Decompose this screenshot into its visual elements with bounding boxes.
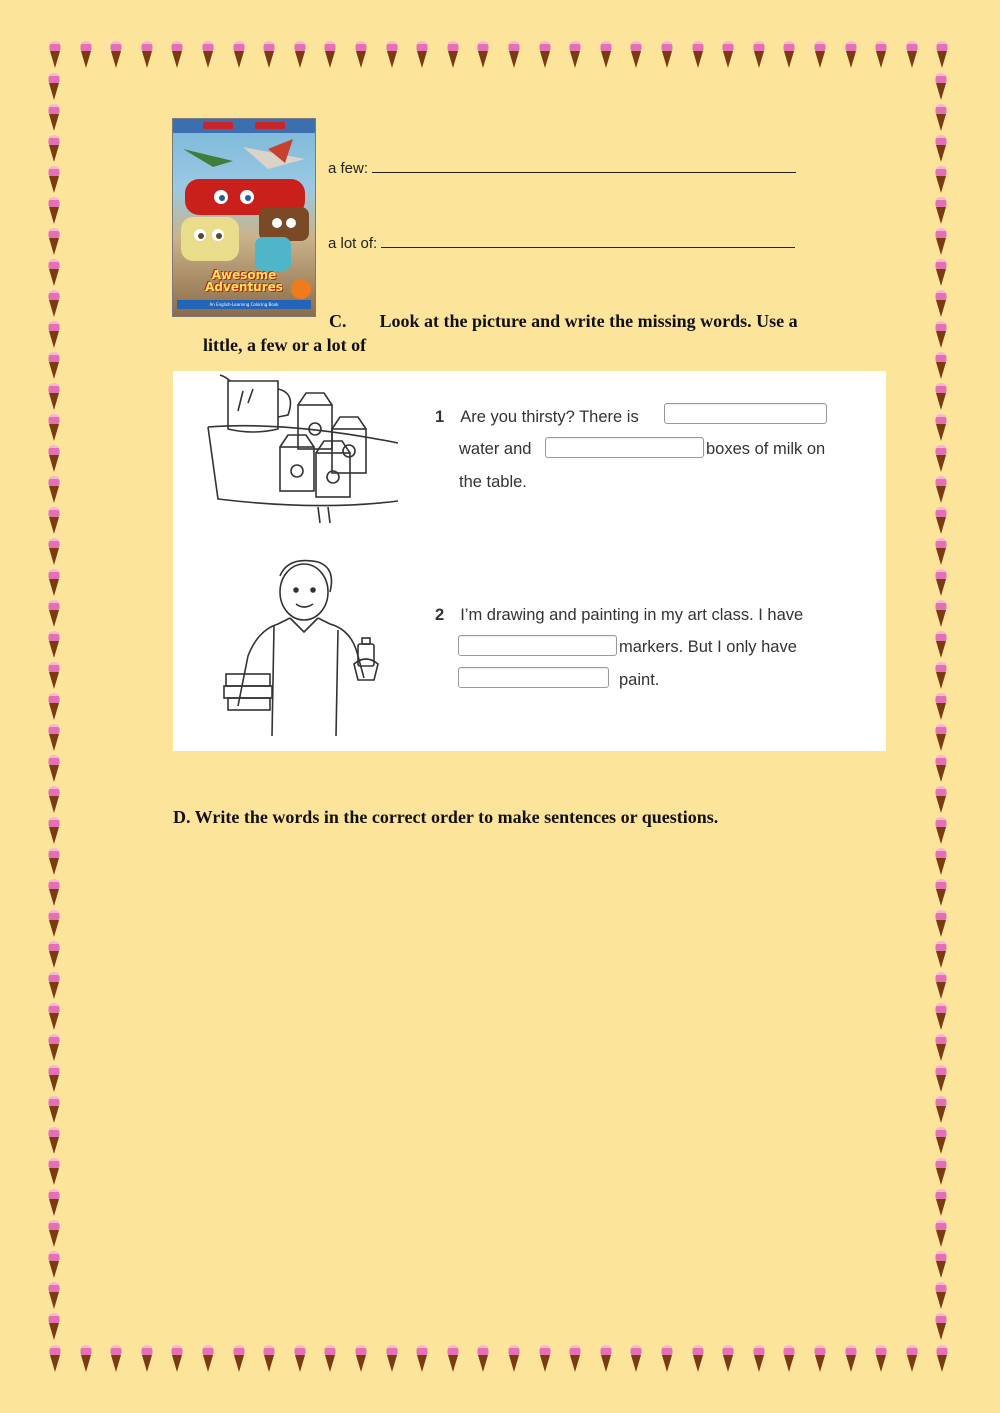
ice-cream-cone-icon bbox=[47, 134, 61, 164]
ice-cream-cone-icon bbox=[47, 630, 61, 660]
ice-cream-cone-icon bbox=[752, 40, 766, 70]
ice-cream-cone-icon bbox=[476, 40, 490, 70]
ice-cream-cone-icon bbox=[47, 320, 61, 350]
ice-cream-cone-icon bbox=[934, 1095, 948, 1125]
ice-cream-cone-icon bbox=[47, 723, 61, 753]
a-few-label: a few: bbox=[328, 160, 373, 177]
item-1-text-2: water and bbox=[459, 440, 532, 458]
ice-cream-cone-icon bbox=[934, 909, 948, 939]
item-2-number: 2 bbox=[435, 606, 445, 624]
ice-cream-cone-icon bbox=[47, 878, 61, 908]
ice-cream-cone-icon bbox=[293, 1344, 307, 1374]
ice-cream-cone-icon bbox=[47, 506, 61, 536]
ice-cream-cone-icon bbox=[934, 413, 948, 443]
ice-cream-cone-icon bbox=[934, 196, 948, 226]
ice-cream-cone-icon bbox=[721, 1344, 735, 1374]
ice-cream-cone-icon bbox=[47, 475, 61, 505]
ice-cream-cone-icon bbox=[47, 1219, 61, 1249]
item-1-text-3: boxes of milk on bbox=[706, 440, 826, 458]
ice-cream-cone-icon bbox=[721, 40, 735, 70]
ice-cream-cone-icon bbox=[47, 1250, 61, 1280]
ice-cream-cone-icon bbox=[47, 599, 61, 629]
item-1-text-4: the table. bbox=[459, 473, 527, 491]
ice-cream-cone-icon bbox=[691, 40, 705, 70]
ice-cream-cone-icon bbox=[874, 1344, 888, 1374]
ice-cream-cone-icon bbox=[47, 1281, 61, 1311]
ice-cream-cone-icon bbox=[934, 1250, 948, 1280]
ice-cream-cone-icon bbox=[813, 1344, 827, 1374]
ice-cream-cone-icon bbox=[385, 40, 399, 70]
ice-cream-cone-icon bbox=[47, 289, 61, 319]
ice-cream-cone-icon bbox=[262, 40, 276, 70]
ice-cream-cone-icon bbox=[47, 785, 61, 815]
item-1-blank-2-input[interactable] bbox=[545, 437, 704, 458]
section-c-heading-line1 bbox=[329, 309, 798, 333]
item-2-blank-1-input[interactable] bbox=[458, 635, 617, 656]
ice-cream-cone-icon bbox=[47, 1188, 61, 1218]
ice-cream-cone-icon bbox=[507, 1344, 521, 1374]
item-1-line-1 bbox=[435, 408, 639, 427]
ice-cream-cone-icon bbox=[934, 692, 948, 722]
ice-cream-cone-icon bbox=[47, 847, 61, 877]
ice-cream-cone-icon bbox=[109, 40, 123, 70]
item-1-number: 1 bbox=[435, 408, 445, 426]
ice-cream-cone-icon bbox=[934, 1188, 948, 1218]
a-lot-of-label: a lot of: bbox=[328, 235, 382, 252]
ice-cream-cone-icon bbox=[568, 40, 582, 70]
ice-cream-cone-icon bbox=[752, 1344, 766, 1374]
ice-cream-cone-icon bbox=[934, 72, 948, 102]
ice-cream-cone-icon bbox=[934, 661, 948, 691]
ice-cream-cone-icon bbox=[934, 1219, 948, 1249]
ice-cream-cone-icon bbox=[934, 258, 948, 288]
a-lot-of-line bbox=[328, 233, 795, 252]
ice-cream-cone-icon bbox=[415, 1344, 429, 1374]
ice-cream-cone-icon bbox=[660, 40, 674, 70]
ice-cream-cone-icon bbox=[385, 1344, 399, 1374]
ice-cream-cone-icon bbox=[140, 1344, 154, 1374]
ice-cream-cone-icon bbox=[934, 568, 948, 598]
cone-border-top bbox=[0, 40, 1000, 74]
ice-cream-cone-icon bbox=[874, 40, 888, 70]
item-1-text-1: Are you thirsty? There is bbox=[460, 408, 639, 426]
ice-cream-cone-icon bbox=[47, 1002, 61, 1032]
item-2-blank-2-input[interactable] bbox=[458, 667, 609, 688]
ice-cream-cone-icon bbox=[232, 40, 246, 70]
ice-cream-cone-icon bbox=[47, 227, 61, 257]
ice-cream-cone-icon bbox=[170, 1344, 184, 1374]
ice-cream-cone-icon bbox=[934, 289, 948, 319]
ice-cream-cone-icon bbox=[201, 40, 215, 70]
ice-cream-cone-icon bbox=[47, 1095, 61, 1125]
item-2-text-1: I’m drawing and painting in my art class. I have bbox=[460, 606, 804, 624]
cover-subtitle: An English-Learning Coloring Book bbox=[177, 300, 311, 309]
ice-cream-cone-icon bbox=[415, 40, 429, 70]
a-few-answer-blank[interactable] bbox=[372, 158, 796, 173]
item-1-blank-1-input[interactable] bbox=[664, 403, 827, 424]
ice-cream-cone-icon bbox=[47, 1126, 61, 1156]
section-c-heading-line2: little, a few or a lot of bbox=[203, 335, 367, 355]
ice-cream-cone-icon bbox=[934, 1312, 948, 1342]
ice-cream-cone-icon bbox=[660, 1344, 674, 1374]
item-2-text-2: markers. But I only have bbox=[619, 638, 797, 656]
ice-cream-cone-icon bbox=[47, 537, 61, 567]
ice-cream-cone-icon bbox=[293, 40, 307, 70]
ice-cream-cone-icon bbox=[446, 40, 460, 70]
ice-cream-cone-icon bbox=[47, 103, 61, 133]
ice-cream-cone-icon bbox=[446, 1344, 460, 1374]
ice-cream-cone-icon bbox=[934, 1281, 948, 1311]
ice-cream-cone-icon bbox=[934, 227, 948, 257]
ice-cream-cone-icon bbox=[354, 40, 368, 70]
ice-cream-cone-icon bbox=[140, 40, 154, 70]
ice-cream-cone-icon bbox=[262, 1344, 276, 1374]
ice-cream-cone-icon bbox=[201, 1344, 215, 1374]
section-d-heading: D. Write the words in the correct order to make sentences or questions. bbox=[173, 807, 719, 827]
ice-cream-cone-icon bbox=[934, 754, 948, 784]
ice-cream-cone-icon bbox=[354, 1344, 368, 1374]
ice-cream-cone-icon bbox=[934, 165, 948, 195]
ice-cream-cone-icon bbox=[47, 1033, 61, 1063]
ice-cream-cone-icon bbox=[538, 1344, 552, 1374]
ice-cream-cone-icon bbox=[782, 40, 796, 70]
ice-cream-cone-icon bbox=[476, 1344, 490, 1374]
ice-cream-cone-icon bbox=[629, 40, 643, 70]
ice-cream-cone-icon bbox=[629, 1344, 643, 1374]
ice-cream-cone-icon bbox=[934, 1157, 948, 1187]
ice-cream-cone-icon bbox=[782, 1344, 796, 1374]
item-2-line-1 bbox=[435, 606, 803, 625]
ice-cream-cone-icon bbox=[934, 537, 948, 567]
ice-cream-cone-icon bbox=[507, 40, 521, 70]
ice-cream-cone-icon bbox=[905, 1344, 919, 1374]
cone-border-right bbox=[934, 0, 968, 1413]
ice-cream-cone-icon bbox=[538, 40, 552, 70]
ice-cream-cone-icon bbox=[47, 568, 61, 598]
ice-cream-cone-icon bbox=[323, 1344, 337, 1374]
ice-cream-cone-icon bbox=[934, 785, 948, 815]
ice-cream-cone-icon bbox=[47, 165, 61, 195]
ice-cream-cone-icon bbox=[934, 506, 948, 536]
ice-cream-cone-icon bbox=[934, 351, 948, 381]
section-c-instruction-1: Look at the picture and write the missing words. Use a bbox=[379, 311, 798, 331]
ice-cream-cone-icon bbox=[232, 1344, 246, 1374]
cone-border-left bbox=[47, 0, 81, 1413]
ice-cream-cone-icon bbox=[47, 1157, 61, 1187]
ice-cream-cone-icon bbox=[934, 444, 948, 474]
ice-cream-cone-icon bbox=[47, 940, 61, 970]
a-lot-of-answer-blank[interactable] bbox=[381, 233, 795, 248]
ice-cream-cone-icon bbox=[599, 40, 613, 70]
ice-cream-cone-icon bbox=[934, 1002, 948, 1032]
ice-cream-cone-icon bbox=[47, 1312, 61, 1342]
jug-and-milk-boxes-illustration bbox=[198, 371, 408, 531]
ice-cream-cone-icon bbox=[934, 134, 948, 164]
ice-cream-cone-icon bbox=[934, 940, 948, 970]
ice-cream-cone-icon bbox=[47, 196, 61, 226]
ice-cream-cone-icon bbox=[47, 754, 61, 784]
ice-cream-cone-icon bbox=[934, 878, 948, 908]
ice-cream-cone-icon bbox=[934, 1064, 948, 1094]
ice-cream-cone-icon bbox=[934, 630, 948, 660]
exercise-panel bbox=[173, 371, 886, 751]
boy-with-markers-and-paint-illustration bbox=[218, 556, 398, 746]
cone-border-bottom bbox=[0, 1344, 1000, 1378]
ice-cream-cone-icon bbox=[934, 723, 948, 753]
ice-cream-cone-icon bbox=[47, 72, 61, 102]
ice-cream-cone-icon bbox=[934, 1126, 948, 1156]
cars-book-cover-image bbox=[172, 118, 316, 317]
ice-cream-cone-icon bbox=[934, 1033, 948, 1063]
ice-cream-cone-icon bbox=[47, 258, 61, 288]
ice-cream-cone-icon bbox=[934, 320, 948, 350]
ice-cream-cone-icon bbox=[323, 40, 337, 70]
ice-cream-cone-icon bbox=[934, 847, 948, 877]
ice-cream-cone-icon bbox=[47, 413, 61, 443]
cover-title: Awesome Adventures bbox=[205, 268, 283, 294]
ice-cream-cone-icon bbox=[934, 382, 948, 412]
ice-cream-cone-icon bbox=[47, 1064, 61, 1094]
ice-cream-cone-icon bbox=[934, 103, 948, 133]
ice-cream-cone-icon bbox=[47, 444, 61, 474]
ice-cream-cone-icon bbox=[813, 40, 827, 70]
ice-cream-cone-icon bbox=[934, 599, 948, 629]
a-few-line bbox=[328, 158, 796, 177]
ice-cream-cone-icon bbox=[905, 40, 919, 70]
ice-cream-cone-icon bbox=[47, 351, 61, 381]
ice-cream-cone-icon bbox=[599, 1344, 613, 1374]
ice-cream-cone-icon bbox=[47, 692, 61, 722]
ice-cream-cone-icon bbox=[47, 816, 61, 846]
ice-cream-cone-icon bbox=[844, 1344, 858, 1374]
ice-cream-cone-icon bbox=[109, 1344, 123, 1374]
ice-cream-cone-icon bbox=[844, 40, 858, 70]
ice-cream-cone-icon bbox=[934, 816, 948, 846]
ice-cream-cone-icon bbox=[47, 382, 61, 412]
ice-cream-cone-icon bbox=[934, 475, 948, 505]
ice-cream-cone-icon bbox=[170, 40, 184, 70]
ice-cream-cone-icon bbox=[47, 971, 61, 1001]
ice-cream-cone-icon bbox=[934, 971, 948, 1001]
ice-cream-cone-icon bbox=[47, 909, 61, 939]
ice-cream-cone-icon bbox=[47, 661, 61, 691]
ice-cream-cone-icon bbox=[568, 1344, 582, 1374]
item-2-text-3: paint. bbox=[619, 671, 660, 689]
ice-cream-cone-icon bbox=[691, 1344, 705, 1374]
section-c-letter: C. bbox=[329, 311, 347, 331]
